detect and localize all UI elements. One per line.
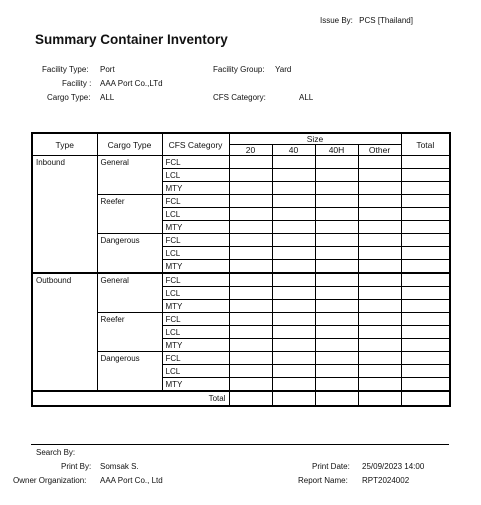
facility-value: AAA Port Co.,LTd	[100, 79, 163, 88]
type-cell: Inbound	[32, 156, 97, 274]
header-size-other: Other	[358, 145, 401, 156]
cfs-category-cell: MTY	[162, 221, 229, 234]
value-cell	[315, 365, 358, 378]
value-cell	[358, 208, 401, 221]
cfs-category-cell: FCL	[162, 273, 229, 287]
grand-total-row	[32, 391, 450, 406]
value-cell	[315, 169, 358, 182]
value-cell	[272, 195, 315, 208]
value-cell	[358, 352, 401, 365]
value-cell	[272, 378, 315, 392]
value-cell	[401, 182, 450, 195]
value-cell	[315, 339, 358, 352]
value-cell	[358, 313, 401, 326]
value-cell	[229, 169, 272, 182]
print-by-label: Print By:	[61, 462, 92, 471]
cargo-type-cell: Reefer	[97, 195, 162, 234]
issue-by-value: PCS [Thailand]	[359, 16, 413, 25]
value-cell	[358, 339, 401, 352]
value-cell	[358, 326, 401, 339]
value-cell	[229, 365, 272, 378]
value-cell	[401, 221, 450, 234]
owner-organization-value: AAA Port Co., Ltd	[100, 476, 163, 485]
cargo-type-cell: Dangerous	[97, 352, 162, 392]
table-row	[32, 273, 450, 287]
value-cell	[401, 378, 450, 392]
value-cell	[229, 287, 272, 300]
total-cell	[315, 391, 358, 406]
cfs-category-value: ALL	[299, 93, 314, 102]
value-cell	[229, 221, 272, 234]
search-by-label: Search By:	[36, 448, 76, 457]
value-cell	[401, 195, 450, 208]
cfs-category-cell: FCL	[162, 195, 229, 208]
value-cell	[358, 287, 401, 300]
header-type: Type	[32, 133, 97, 156]
facility-group-value: Yard	[275, 65, 292, 74]
type-cell: Outbound	[32, 273, 97, 391]
header-size-40: 40	[272, 145, 315, 156]
footer-divider	[31, 444, 449, 445]
cfs-category-cell: MTY	[162, 339, 229, 352]
value-cell	[272, 247, 315, 260]
total-cell	[401, 391, 450, 406]
value-cell	[401, 313, 450, 326]
cfs-category-cell: MTY	[162, 300, 229, 313]
value-cell	[358, 195, 401, 208]
cfs-category-cell: LCL	[162, 208, 229, 221]
value-cell	[358, 247, 401, 260]
issue-by	[320, 16, 413, 25]
table-row	[32, 156, 450, 169]
value-cell	[401, 260, 450, 274]
value-cell	[401, 300, 450, 313]
value-cell	[229, 208, 272, 221]
report-name-value: RPT2024002	[362, 476, 410, 485]
value-cell	[315, 313, 358, 326]
value-cell	[315, 287, 358, 300]
value-cell	[229, 300, 272, 313]
value-cell	[272, 300, 315, 313]
value-cell	[315, 378, 358, 392]
value-cell	[229, 234, 272, 247]
value-cell	[272, 339, 315, 352]
value-cell	[315, 260, 358, 274]
value-cell	[272, 365, 315, 378]
value-cell	[401, 273, 450, 287]
value-cell	[315, 300, 358, 313]
value-cell	[315, 195, 358, 208]
value-cell	[315, 156, 358, 169]
value-cell	[401, 234, 450, 247]
value-cell	[229, 352, 272, 365]
cfs-category-cell: LCL	[162, 247, 229, 260]
value-cell	[358, 300, 401, 313]
cargo-type-cell: Dangerous	[97, 234, 162, 274]
total-cell	[358, 391, 401, 406]
facility-type-value: Port	[100, 65, 115, 74]
cargo-type-cell: General	[97, 156, 162, 195]
value-cell	[229, 313, 272, 326]
cfs-category-cell: LCL	[162, 287, 229, 300]
facility-label: Facility :	[62, 79, 92, 88]
cfs-category-cell: LCL	[162, 365, 229, 378]
cfs-category-cell: LCL	[162, 326, 229, 339]
cfs-category-cell: MTY	[162, 378, 229, 392]
header-cargo-type: Cargo Type	[97, 133, 162, 156]
value-cell	[229, 378, 272, 392]
value-cell	[229, 247, 272, 260]
value-cell	[229, 260, 272, 274]
value-cell	[401, 352, 450, 365]
issue-by-label: Issue By:	[320, 16, 353, 25]
header-size: Size	[229, 133, 401, 145]
value-cell	[229, 326, 272, 339]
value-cell	[401, 247, 450, 260]
value-cell	[272, 221, 315, 234]
value-cell	[229, 195, 272, 208]
value-cell	[272, 273, 315, 287]
cargo-type-value: ALL	[100, 93, 115, 102]
total-cell	[272, 391, 315, 406]
cfs-category-cell: MTY	[162, 182, 229, 195]
value-cell	[401, 169, 450, 182]
value-cell	[229, 182, 272, 195]
facility-group-label: Facility Group:	[213, 65, 265, 74]
print-by-value: Somsak S.	[100, 462, 139, 471]
header-size-40h: 40H	[315, 145, 358, 156]
value-cell	[272, 169, 315, 182]
value-cell	[272, 326, 315, 339]
facility-type-label: Facility Type:	[42, 65, 89, 74]
value-cell	[401, 326, 450, 339]
total-cell	[229, 391, 272, 406]
report-name-label: Report Name:	[298, 476, 348, 485]
value-cell	[272, 313, 315, 326]
value-cell	[401, 339, 450, 352]
value-cell	[358, 365, 401, 378]
value-cell	[272, 182, 315, 195]
cfs-category-cell: LCL	[162, 169, 229, 182]
value-cell	[358, 273, 401, 287]
cfs-category-cell: FCL	[162, 156, 229, 169]
value-cell	[272, 156, 315, 169]
value-cell	[401, 208, 450, 221]
value-cell	[401, 287, 450, 300]
value-cell	[272, 234, 315, 247]
value-cell	[272, 260, 315, 274]
value-cell	[315, 182, 358, 195]
header-cfs-category: CFS Category	[162, 133, 229, 156]
print-date-label: Print Date:	[312, 462, 350, 471]
value-cell	[358, 169, 401, 182]
value-cell	[315, 221, 358, 234]
cfs-category-cell: FCL	[162, 234, 229, 247]
value-cell	[401, 156, 450, 169]
value-cell	[315, 234, 358, 247]
value-cell	[358, 182, 401, 195]
cargo-type-cell: Reefer	[97, 313, 162, 352]
value-cell	[229, 156, 272, 169]
header-total: Total	[401, 133, 450, 156]
value-cell	[315, 326, 358, 339]
owner-organization-label: Owner Organization:	[13, 476, 87, 485]
header-size-20: 20	[229, 145, 272, 156]
cfs-category-cell: FCL	[162, 352, 229, 365]
value-cell	[315, 273, 358, 287]
cfs-category-cell: FCL	[162, 313, 229, 326]
value-cell	[229, 273, 272, 287]
value-cell	[358, 156, 401, 169]
value-cell	[229, 339, 272, 352]
value-cell	[315, 208, 358, 221]
print-date-value: 25/09/2023 14:00	[362, 462, 425, 471]
value-cell	[315, 247, 358, 260]
value-cell	[358, 221, 401, 234]
cfs-category-label: CFS Category:	[213, 93, 266, 102]
cargo-type-label: Cargo Type:	[47, 93, 91, 102]
cfs-category-cell: MTY	[162, 260, 229, 274]
value-cell	[272, 287, 315, 300]
value-cell	[358, 378, 401, 392]
value-cell	[401, 365, 450, 378]
grand-total-label: Total	[32, 391, 229, 406]
page-title: Summary Container Inventory	[35, 32, 228, 47]
cargo-type-cell: General	[97, 273, 162, 313]
value-cell	[272, 208, 315, 221]
value-cell	[272, 352, 315, 365]
value-cell	[358, 234, 401, 247]
value-cell	[315, 352, 358, 365]
value-cell	[358, 260, 401, 274]
inventory-body	[32, 156, 450, 392]
inventory-table	[31, 132, 451, 407]
